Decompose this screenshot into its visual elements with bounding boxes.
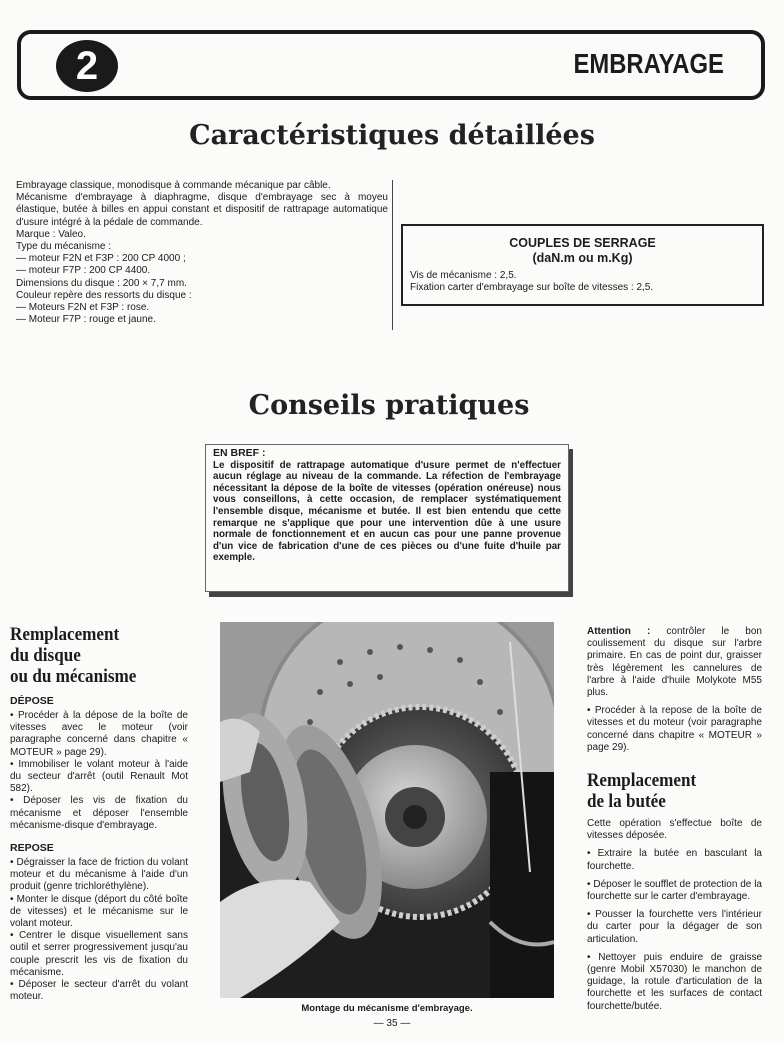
- brief-box: [205, 444, 569, 592]
- depose-label: DÉPOSE: [10, 695, 54, 707]
- spec-line: — moteur F7P : 200 CP 4400.: [16, 265, 151, 277]
- spec-line: Embrayage classique, monodisque à commande mécanique par câble.: [16, 180, 331, 191]
- attention-text: contrôler le bon coulissement du disque sur l'arbre primaire. En cas de point dur, graisser très légèrement les cannelures de l'arbre à l'aide d'huile Molykote M55 plus.: [587, 626, 762, 699]
- torque-box: [401, 224, 764, 306]
- heading-line: du disque: [10, 645, 81, 666]
- spec-line: Type du mécanisme :: [16, 241, 112, 253]
- characteristics-heading: Caractéristiques détaillées: [189, 120, 595, 151]
- repose-label: REPOSE: [10, 842, 54, 855]
- list-item: • Procéder à la dépose de la boîte de vitesses avec le moteur (voir paragraphe concerné dans chapitre « MOTEUR » page 29).: [10, 710, 188, 758]
- spec-line: — moteur F2N et F3P : 200 CP 4000 ;: [16, 253, 186, 265]
- list-item: • Procéder à la repose de la boîte de vitesses et du moteur (voir paragraphe concerné dans chapitre « MOTEUR » page 29).: [587, 705, 762, 753]
- list-item: • Déposer le secteur d'arrêt du volant moteur.: [10, 979, 188, 1003]
- heading-line: Remplacement: [10, 624, 120, 645]
- list-item: • Nettoyer puis enduire de graisse (genre Mobil X57030) le manchon de guidage, la rotule d'articulation de la fourchette et les surfaces de contact fourchette/butée.: [587, 951, 762, 1012]
- torque-line: Fixation carter d'embrayage sur boîte de vitesses : 2,5.: [410, 282, 654, 293]
- attention-note: [587, 626, 762, 699]
- spec-line: — Moteurs F2N et F3P : rose.: [16, 302, 150, 314]
- list-item: • Monter le disque (déport du côté boîte de vitesses) et le mécanisme sur le volant moteur.: [10, 893, 188, 930]
- chapter-title: EMBRAYAGE: [573, 48, 724, 79]
- clutch-photo: [220, 622, 554, 998]
- list-item: • Centrer le disque visuellement sans outil et serrer progressivement jusqu'au couple prescrit les vis de fixation du mécanisme.: [10, 930, 188, 978]
- heading-line: de la butée: [587, 791, 666, 812]
- list-item: • Déposer les vis de fixation du mécanisme et déposer l'ensemble mécanisme-disque d'embrayage.: [10, 795, 188, 831]
- left-column: [10, 624, 188, 1003]
- chapter-number-badge: 2: [56, 40, 118, 92]
- brief-title: EN BREF :: [213, 447, 266, 459]
- heading-line: ou du mécanisme: [10, 666, 137, 687]
- page-number: — 35 —: [373, 1018, 411, 1029]
- spec-line: — Moteur F7P : rouge et jaune.: [16, 314, 156, 326]
- spec-line: Dimensions du disque : 200 × 7,7 mm.: [16, 277, 187, 289]
- disc-replacement-heading: [10, 624, 170, 687]
- bearing-intro: Cette opération s'effectue boîte de vitesses déposée.: [587, 818, 762, 842]
- attention-label: Attention :: [587, 626, 651, 637]
- torque-units: (daN.m ou m.Kg): [532, 251, 633, 265]
- torque-line: Vis de mécanisme : 2,5.: [410, 270, 517, 281]
- brief-text: Le dispositif de rattrapage automatique d'usure permet de n'effectuer aucun réglage au niveau de la commande. La réfection de l'embrayage nécessitant la dépose de la boîte de vitesses (opération onéreuse) nous vous conseillons, à cette occasion, de remplacer systématiquement l'ensemble disque, mécanisme et butée. Il est bien entendu que cette remarque ne s'applique que pour une intervention dûe à une usure normale de fonctionnement et en aucun cas pour une panne provenue d'un vice de fabrication d'une de ces pièces ou d'une fuite d'huile par exemple.: [213, 459, 561, 564]
- bearing-replacement-heading: [587, 770, 745, 812]
- advice-heading: Conseils pratiques: [248, 390, 530, 421]
- list-item: • Déposer le soufflet de protection de la fourchette sur le carter d'embrayage.: [587, 878, 762, 903]
- characteristics-text: [16, 180, 388, 326]
- spec-line: Mécanisme d'embrayage à diaphragme, disque d'embrayage sec à moyeu élastique, butée à billes en appui constant et dispositif de rattrapage automatique d'usure intégré à la pédale de commande.: [16, 192, 388, 228]
- list-item: • Extraire la butée en basculant la fourchette.: [587, 848, 762, 872]
- clutch-illustration: [220, 622, 554, 998]
- list-item: • Immobiliser le volant moteur à l'aide du secteur d'arrêt (outil Renault Mot 582).: [10, 758, 188, 795]
- bearing-section: [587, 770, 762, 1013]
- spec-line: Couleur repère des ressorts du disque :: [16, 289, 192, 301]
- torque-title: COUPLES DE SERRAGE: [509, 236, 656, 250]
- list-item: • Pousser la fourchette vers l'intérieur du carter pour la dégager de son articulation.: [587, 909, 762, 945]
- right-column: [587, 626, 762, 754]
- heading-line: Remplacement: [587, 770, 697, 791]
- column-divider: [392, 180, 393, 330]
- photo-caption: Montage du mécanisme d'embrayage.: [301, 1003, 473, 1014]
- list-item: • Dégraisser la face de friction du volant moteur et du mécanisme à l'aide d'un produit (genre trichloréthylène).: [10, 857, 188, 893]
- spec-line: Marque : Valeo.: [16, 228, 86, 240]
